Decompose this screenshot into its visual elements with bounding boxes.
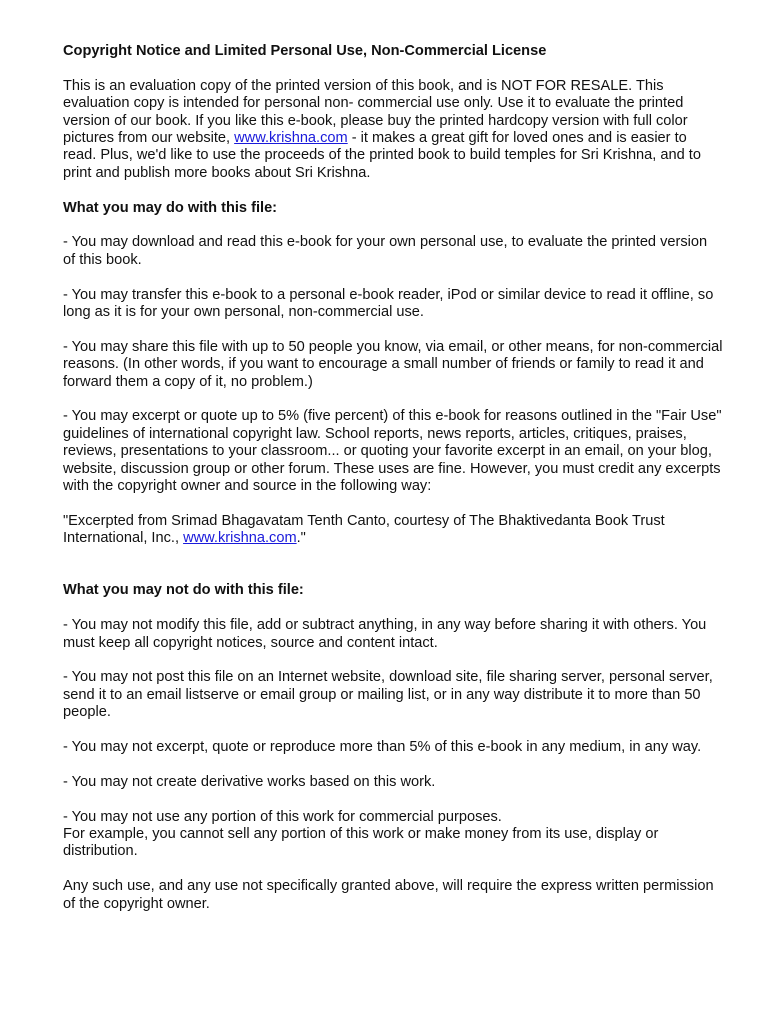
may-do-heading: What you may do with this file: xyxy=(63,199,278,216)
credit-website-link[interactable]: www.krishna.com xyxy=(183,530,297,547)
may-do-item-transfer: - You may transfer this e-book to a personal e-book reader, iPod or similar device to read it offline, so long as it is for your own personal, non-commercial use. xyxy=(63,286,714,321)
may-not-item-derivative: - You may not create derivative works based on this work. xyxy=(63,773,436,790)
intro-text-start: This is an evaluation copy of the printed version of this book, and is NOT FOR RESALE. This evaluation copy is intended for personal non- commercial use only. Use it to evaluate the printed version of our book. If you like this e-book, please buy the printed hardcopy version with full color pictures from our website, xyxy=(63,77,688,147)
website-link[interactable]: www.krishna.com xyxy=(234,130,348,147)
may-not-do-heading: What you may not do with this file: xyxy=(63,582,304,599)
may-do-item-download: - You may download and read this e-book for your own personal use, to evaluate the printed version of this book. xyxy=(63,234,708,268)
closing-paragraph: Any such use, and any use not specifically granted above, will require the express written permission of the copyright owner. xyxy=(63,878,714,912)
intro-text-end: - it makes a great gift for loved ones and is easier to read. Plus, we'd like to use the proceeds of the printed book to build temples for Sri Krishna, and to print and publish more books about Sri Krishna. xyxy=(63,130,701,181)
credit-text-start: "Excerpted from Srimad Bhagavatam Tenth Canto, courtesy of The Bhaktivedanta Book Trust International, Inc., xyxy=(63,512,665,547)
may-not-item-commercial xyxy=(63,809,723,861)
may-do-item-share: - You may share this file with up to 50 people you know, via email, or other means, for non-commercial reasons. (In other words, if you want to encourage a small number of friends or family to read it and forward them a copy of it, no problem.) xyxy=(63,338,723,390)
may-not-item-excerpt: - You may not excerpt, quote or reproduce more than 5% of this e-book in any medium, in any way. xyxy=(63,739,702,756)
commercial-example: For example, you cannot sell any portion of this work or make money from its use, display or distribution. xyxy=(63,826,659,860)
page-title: Copyright Notice and Limited Personal Use, Non-Commercial License xyxy=(63,43,547,59)
credit-text-end: ." xyxy=(296,530,306,547)
may-not-item-modify: - You may not modify this file, add or subtract anything, in any way before sharing it with others. You must keep all copyright notices, source and content intact. xyxy=(63,617,707,651)
credit-line xyxy=(63,513,723,548)
intro-paragraph xyxy=(63,78,723,182)
may-not-item-post: - You may not post this file on an Internet website, download site, file sharing server, personal server, send it to an email listserve or email group or mailing list, or in any way distribute it to more than 50 people. xyxy=(63,669,713,721)
may-do-item-excerpt: - You may excerpt or quote up to 5% (five percent) of this e-book for reasons outlined in the "Fair Use" guidelines of international copyright law. School reports, news reports, articles, critiques, praises, reviews, presentations to your classroom... or quoting your favorite excerpt in an email, on your blog, website, discussion group or other forum. These uses are fine. However, you must credit any excerpts with the copyright owner and source in the following way: xyxy=(63,408,722,495)
commercial-line: - You may not use any portion of this work for commercial purposes. xyxy=(63,808,502,825)
document-page xyxy=(63,43,723,930)
